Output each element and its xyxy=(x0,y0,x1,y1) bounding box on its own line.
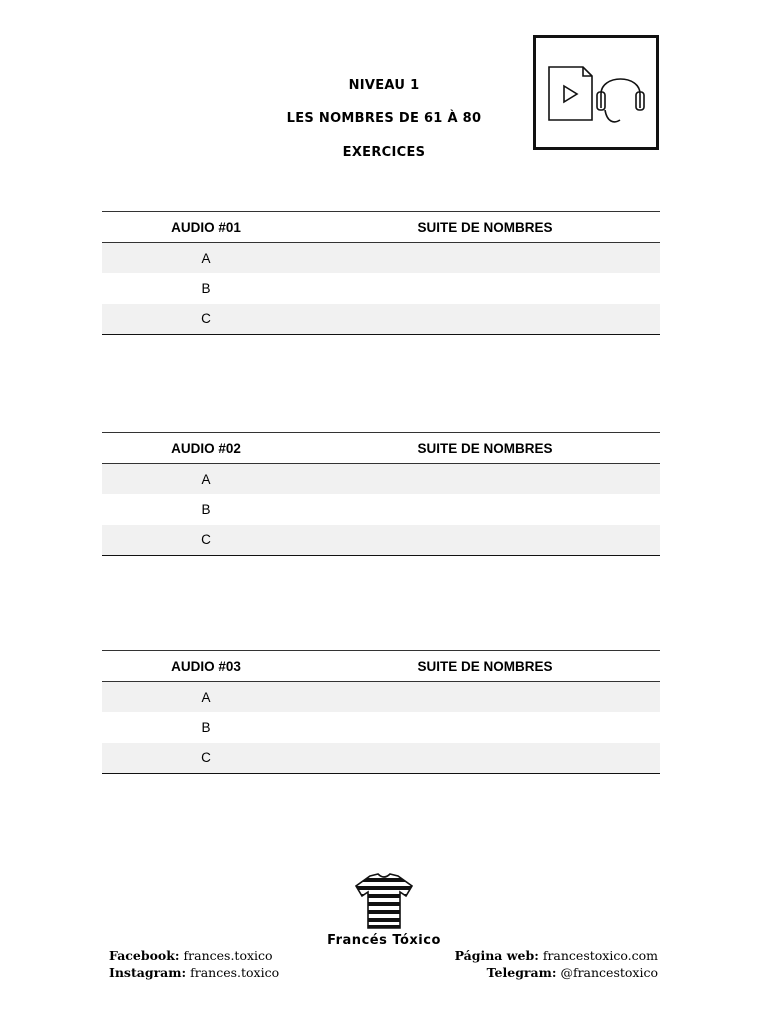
row-letter: A xyxy=(201,250,211,266)
answer-cell[interactable] xyxy=(310,682,660,713)
table-row xyxy=(102,682,660,713)
exercise-table-2 xyxy=(102,432,660,556)
answer-cell[interactable] xyxy=(310,304,660,335)
facebook-line[interactable] xyxy=(109,947,279,964)
answer-cell[interactable] xyxy=(310,273,660,304)
section-title: EXERCICES xyxy=(342,145,426,160)
answer-cell[interactable] xyxy=(310,243,660,274)
audio-icon-box xyxy=(533,35,659,150)
brand-name: Francés Tóxico xyxy=(327,933,441,948)
exercise-table-1 xyxy=(102,211,660,335)
audio-label: AUDIO #02 xyxy=(171,440,241,456)
answer-cell[interactable] xyxy=(310,494,660,525)
table-row xyxy=(102,243,660,274)
headphones-icon xyxy=(597,79,644,122)
row-letter: B xyxy=(201,280,211,296)
instagram-line[interactable] xyxy=(109,964,279,981)
column-label: SUITE DE NOMBRES xyxy=(417,440,553,456)
table-row xyxy=(102,743,660,774)
instagram-value: frances.toxico xyxy=(190,965,280,980)
audio-label: AUDIO #03 xyxy=(171,658,241,674)
table-header-row xyxy=(102,433,660,464)
table-header-row xyxy=(102,212,660,243)
table-row xyxy=(102,464,660,495)
table-row xyxy=(102,304,660,335)
web-value: francestoxico.com xyxy=(542,948,658,963)
instagram-label: Instagram: xyxy=(109,965,187,980)
telegram-label: Telegram: xyxy=(486,965,557,980)
topic-title: LES NOMBRES DE 61 À 80 xyxy=(286,111,482,126)
footer-social-right xyxy=(455,947,658,981)
row-letter: B xyxy=(201,719,211,735)
telegram-line[interactable] xyxy=(455,964,658,981)
row-letter: C xyxy=(201,750,211,765)
facebook-label: Facebook: xyxy=(109,948,180,963)
table-row xyxy=(102,712,660,743)
column-label: SUITE DE NOMBRES xyxy=(417,658,553,674)
row-letter: B xyxy=(201,501,211,517)
telegram-value: @francestoxico xyxy=(560,965,658,980)
web-label: Página web: xyxy=(454,948,539,963)
answer-cell[interactable] xyxy=(310,743,660,774)
answer-cell[interactable] xyxy=(310,525,660,556)
table-row xyxy=(102,273,660,304)
answer-cell[interactable] xyxy=(310,712,660,743)
answer-cell[interactable] xyxy=(310,464,660,495)
row-letter: A xyxy=(201,471,211,487)
exercise-table-3 xyxy=(102,650,660,774)
column-label: SUITE DE NOMBRES xyxy=(417,219,553,235)
table-row xyxy=(102,525,660,556)
level-title: NIVEAU 1 xyxy=(348,78,420,93)
table-row xyxy=(102,494,660,525)
row-letter: A xyxy=(201,689,211,705)
row-letter: C xyxy=(201,532,211,547)
footer-social-left xyxy=(109,947,279,981)
play-file-icon xyxy=(549,67,592,120)
table-header-row xyxy=(102,651,660,682)
row-letter: C xyxy=(201,311,211,326)
striped-shirt-logo-icon xyxy=(354,872,414,930)
audio-label: AUDIO #01 xyxy=(171,219,241,235)
facebook-value: frances.toxico xyxy=(183,948,273,963)
web-line[interactable] xyxy=(455,947,658,964)
